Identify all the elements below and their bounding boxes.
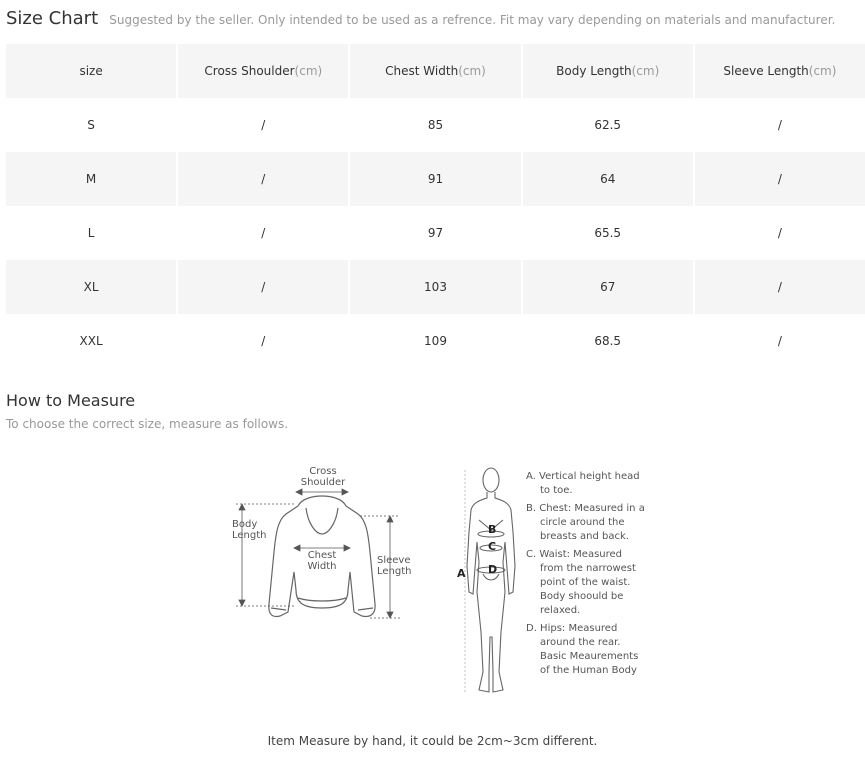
- table-cell: /: [777, 334, 782, 348]
- body-length-label: Body Length: [232, 519, 267, 541]
- table-cell: 97: [427, 226, 444, 240]
- table-cell: /: [178, 260, 348, 314]
- table-cell: /: [261, 226, 266, 240]
- column-header-size: size: [6, 44, 176, 98]
- column-header-chest-width: Chest Width (cm): [350, 44, 520, 98]
- table-cell: /: [178, 152, 348, 206]
- table-cell: 68.5: [594, 334, 622, 348]
- table-cell: 91: [350, 152, 520, 206]
- table-cell: 62.5: [594, 118, 622, 132]
- garment-cuff-left: [271, 608, 286, 610]
- page-title: Size Chart: [6, 8, 99, 29]
- note-hips: D. Hips: Measured around the rear. Basic Meaurements of the Human Body: [526, 623, 639, 676]
- column-header-cross-shoulder: Cross Shoulder (cm): [178, 44, 348, 98]
- table-cell: /: [695, 152, 865, 206]
- table-cell: XL: [6, 260, 176, 314]
- letter-d: D: [488, 563, 498, 576]
- table-cell: /: [777, 118, 782, 132]
- table-cell: XXL: [79, 334, 103, 348]
- body-outline: [467, 492, 515, 692]
- table-cell: 103: [350, 260, 520, 314]
- table-cell: 67: [523, 260, 693, 314]
- table-cell: S: [87, 118, 95, 132]
- table-cell: /: [261, 334, 266, 348]
- size-table: [6, 44, 865, 368]
- garment-neckline: [306, 508, 338, 534]
- table-cell: /: [695, 260, 865, 314]
- note-chest: B. Chest: Measured in a circle around the breasts and back.: [526, 503, 645, 542]
- garment-cuff-right: [358, 608, 373, 610]
- table-row: [6, 98, 865, 152]
- letter-a: A: [457, 567, 466, 580]
- head-outline: [483, 468, 499, 492]
- garment-hem: [298, 598, 346, 601]
- table-row: [6, 260, 865, 314]
- table-cell: 65.5: [594, 226, 622, 240]
- cross-shoulder-label: Cross Shoulder: [300, 466, 346, 488]
- table-row: [6, 314, 865, 368]
- measurement-disclaimer: Item Measure by hand, it could be 2cm~3cm different.: [267, 734, 598, 748]
- table-row: [6, 152, 865, 206]
- table-cell: 64: [523, 152, 693, 206]
- table-row: [6, 206, 865, 260]
- column-header-body-length: Body Length (cm): [523, 44, 693, 98]
- how-to-measure-title: How to Measure: [6, 391, 136, 410]
- table-cell: 109: [424, 334, 447, 348]
- letter-b: B: [488, 523, 497, 536]
- table-header-row: [6, 44, 865, 98]
- sleeve-length-label: Sleeve Length: [377, 555, 412, 577]
- letter-c: C: [488, 540, 497, 553]
- table-cell: 85: [427, 118, 444, 132]
- size-chart-header: [6, 8, 835, 29]
- table-cell: M: [6, 152, 176, 206]
- note-waist: C. Waist: Measured from the narrowest point of the waist. Body shoould be relaxed.: [526, 549, 636, 616]
- table-cell: L: [87, 226, 95, 240]
- how-to-measure-subtitle: To choose the correct size, measure as follows.: [6, 417, 289, 431]
- note-height: A. Vertical height head to toe.: [526, 471, 640, 496]
- table-cell: /: [261, 118, 266, 132]
- chest-width-label: Chest Width: [307, 550, 337, 572]
- column-header-sleeve-length: Sleeve Length (cm): [695, 44, 865, 98]
- page-subtitle: Suggested by the seller. Only intended to be used as a refrence. Fit may vary depending on materials and manufacturer.: [109, 13, 836, 27]
- body-diagram: [455, 462, 520, 700]
- measurement-notes: [526, 470, 676, 682]
- table-cell: /: [777, 226, 782, 240]
